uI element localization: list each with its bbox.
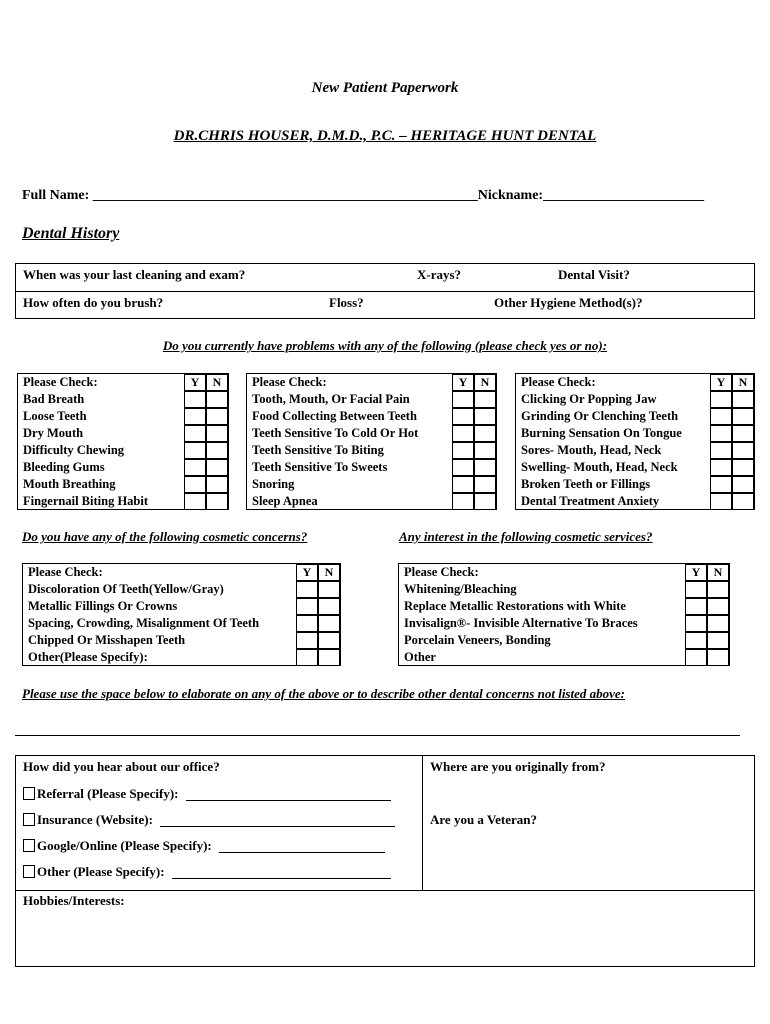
checklist-item-label: Chipped Or Misshapen Teeth <box>28 633 186 647</box>
yes-checkbox[interactable] <box>710 442 732 459</box>
yes-checkbox[interactable] <box>452 442 474 459</box>
checklist-row <box>516 493 754 510</box>
yes-checkbox[interactable] <box>296 581 318 598</box>
checklist-item-label: Replace Metallic Restorations with White <box>404 599 626 613</box>
yes-checkbox[interactable] <box>296 598 318 615</box>
no-checkbox[interactable] <box>206 476 228 493</box>
checklist-row <box>399 581 729 598</box>
table-header-row <box>516 374 754 391</box>
checklist-item-label: Dental Treatment Anxiety <box>521 494 660 508</box>
no-checkbox[interactable] <box>318 649 340 666</box>
problems-table-2 <box>246 373 497 510</box>
dental-visit-label[interactable]: Dental Visit? <box>558 267 630 282</box>
no-checkbox[interactable] <box>707 649 729 666</box>
checklist-item-label: Fingernail Biting Habit <box>23 494 149 508</box>
yes-checkbox[interactable] <box>710 408 732 425</box>
checklist-row <box>23 632 340 649</box>
table-header-row <box>18 374 228 391</box>
no-checkbox[interactable] <box>206 442 228 459</box>
yes-column-header: Y <box>452 374 474 391</box>
last-cleaning-label[interactable]: When was your last cleaning and exam? <box>23 267 246 282</box>
no-checkbox[interactable] <box>474 442 496 459</box>
checklist-item-label: Food Collecting Between Teeth <box>252 409 417 423</box>
other-checkbox[interactable] <box>23 865 35 878</box>
checklist-row <box>23 649 340 666</box>
please-check-label: Please Check: <box>404 565 479 579</box>
no-checkbox[interactable] <box>732 425 754 442</box>
checklist-item-label: Snoring <box>252 477 295 491</box>
full-name-field[interactable]: _______________________________________________________ <box>92 188 478 203</box>
yes-checkbox[interactable] <box>452 408 474 425</box>
checklist-row <box>18 442 228 459</box>
checklist-row <box>247 442 496 459</box>
no-checkbox[interactable] <box>732 391 754 408</box>
checklist-item-label: Sleep Apnea <box>252 494 318 508</box>
checklist-row <box>247 425 496 442</box>
cosmetic-concerns-table <box>22 563 341 666</box>
checklist-row <box>247 459 496 476</box>
checklist-item-label: Sores- Mouth, Head, Neck <box>521 443 662 457</box>
checklist-row <box>18 459 228 476</box>
checklist-item-label: Porcelain Veneers, Bonding <box>404 633 551 647</box>
elaborate-prompt: Please use the space below to elaborate on any of the above or to describe other dental concerns not listed above: <box>22 686 625 701</box>
yes-checkbox[interactable] <box>296 632 318 649</box>
brush-label[interactable]: How often do you brush? <box>23 295 164 310</box>
no-checkbox[interactable] <box>318 632 340 649</box>
veteran-label[interactable]: Are you a Veteran? <box>430 812 538 827</box>
yes-column-header: Y <box>710 374 732 391</box>
google-option[interactable] <box>23 838 385 854</box>
yes-checkbox[interactable] <box>452 459 474 476</box>
checklist-row <box>399 598 729 615</box>
checklist-row <box>516 425 754 442</box>
checklist-item-label: Discoloration Of Teeth(Yellow/Gray) <box>28 582 224 596</box>
nickname-field[interactable]: _______________________ <box>543 188 705 203</box>
yes-checkbox[interactable] <box>184 391 206 408</box>
checklist-item-label: Other <box>404 650 436 664</box>
checklist-item-label: Grinding Or Clenching Teeth <box>521 409 679 423</box>
checklist-item-label: Spacing, Crowding, Misalignment Of Teeth <box>28 616 260 630</box>
yes-checkbox[interactable] <box>685 632 707 649</box>
floss-label[interactable]: Floss? <box>329 295 364 310</box>
yes-checkbox[interactable] <box>296 649 318 666</box>
no-column-header: N <box>206 374 228 391</box>
cosmetic-services-table <box>398 563 730 666</box>
yes-checkbox[interactable] <box>184 425 206 442</box>
table-header-row <box>399 564 729 581</box>
no-checkbox[interactable] <box>707 615 729 632</box>
no-checkbox[interactable] <box>318 581 340 598</box>
checklist-row <box>18 476 228 493</box>
other-specify-line[interactable] <box>172 866 391 879</box>
no-checkbox[interactable] <box>707 598 729 615</box>
please-check-label: Please Check: <box>23 375 98 389</box>
no-checkbox[interactable] <box>206 425 228 442</box>
hobbies-label[interactable]: Hobbies/Interests: <box>23 893 125 908</box>
checklist-item-label: Bleeding Gums <box>23 460 105 474</box>
please-check-label: Please Check: <box>521 375 596 389</box>
checklist-row <box>18 391 228 408</box>
yes-checkbox[interactable] <box>184 408 206 425</box>
column-divider <box>422 756 423 890</box>
cosmetic-concerns-question: Do you have any of the following cosmetic concerns? <box>22 529 308 544</box>
google-option-label: Google/Online (Please Specify): <box>37 838 212 853</box>
yes-checkbox[interactable] <box>710 391 732 408</box>
no-column-header: N <box>318 564 340 581</box>
checklist-row <box>516 476 754 493</box>
checklist-row <box>399 649 729 666</box>
checklist-item-label: Teeth Sensitive To Biting <box>252 443 384 457</box>
checklist-row <box>247 408 496 425</box>
referral-specify-line[interactable] <box>186 788 391 801</box>
checklist-row <box>247 493 496 510</box>
checklist-row <box>23 598 340 615</box>
other-hygiene-label[interactable]: Other Hygiene Method(s)? <box>494 295 643 310</box>
no-checkbox[interactable] <box>732 408 754 425</box>
please-check-label: Please Check: <box>28 565 103 579</box>
checklist-item-label: Tooth, Mouth, Or Facial Pain <box>252 392 410 406</box>
checklist-row <box>247 391 496 408</box>
checklist-item-label: Teeth Sensitive To Sweets <box>252 460 388 474</box>
no-column-header: N <box>474 374 496 391</box>
dental-history-heading: Dental History <box>22 225 120 242</box>
checklist-item-label: Whitening/Bleaching <box>404 582 517 596</box>
checklist-row <box>516 459 754 476</box>
insurance-checkbox[interactable] <box>23 813 35 826</box>
problems-table-3 <box>515 373 755 510</box>
checklist-item-label: Loose Teeth <box>23 409 87 423</box>
no-checkbox[interactable] <box>732 493 754 510</box>
checklist-item-label: Invisalign®- Invisible Alternative To Braces <box>404 616 638 630</box>
no-checkbox[interactable] <box>732 442 754 459</box>
form-title: New Patient Paperwork <box>311 80 459 96</box>
yes-column-header: Y <box>296 564 318 581</box>
no-checkbox[interactable] <box>474 425 496 442</box>
table-header-row <box>247 374 496 391</box>
checklist-row <box>18 493 228 510</box>
row-divider <box>16 890 754 891</box>
google-specify-line[interactable] <box>219 840 385 853</box>
other-option[interactable] <box>23 864 391 880</box>
no-checkbox[interactable] <box>474 459 496 476</box>
checklist-row <box>399 615 729 632</box>
dental-history-box <box>15 263 755 319</box>
yes-checkbox[interactable] <box>685 581 707 598</box>
other-option-label: Other (Please Specify): <box>37 864 165 879</box>
no-checkbox[interactable] <box>206 493 228 510</box>
checklist-item-label: Burning Sensation On Tongue <box>521 426 682 440</box>
checklist-item-label: Dry Mouth <box>23 426 84 440</box>
checklist-row <box>247 476 496 493</box>
referral-checkbox[interactable] <box>23 787 35 800</box>
no-checkbox[interactable] <box>732 459 754 476</box>
checklist-item-label: Clicking Or Popping Jaw <box>521 392 657 406</box>
no-column-header: N <box>707 564 729 581</box>
yes-column-header: Y <box>685 564 707 581</box>
yes-checkbox[interactable] <box>452 493 474 510</box>
cosmetic-services-question: Any interest in the following cosmetic services? <box>399 529 653 544</box>
history-row-2 <box>16 291 754 318</box>
no-checkbox[interactable] <box>318 598 340 615</box>
yes-column-header: Y <box>184 374 206 391</box>
no-checkbox[interactable] <box>707 581 729 598</box>
checklist-row <box>399 632 729 649</box>
checklist-item-label: Difficulty Chewing <box>23 443 125 457</box>
please-check-label: Please Check: <box>252 375 327 389</box>
heard-about-label: How did you hear about our office? <box>23 759 220 774</box>
full-name-label: Full Name: <box>22 188 93 203</box>
yes-checkbox[interactable] <box>452 425 474 442</box>
insurance-option-label: Insurance (Website): <box>37 812 153 827</box>
no-checkbox[interactable] <box>474 408 496 425</box>
practice-name: DR.CHRIS HOUSER, D.M.D., P.C. – HERITAGE HUNT DENTAL <box>173 128 597 144</box>
checklist-item-label: Teeth Sensitive To Cold Or Hot <box>252 426 419 440</box>
checklist-row <box>516 408 754 425</box>
referral-box <box>15 755 755 967</box>
google-checkbox[interactable] <box>23 839 35 852</box>
referral-option-label: Referral (Please Specify): <box>37 786 179 801</box>
table-header-row <box>23 564 340 581</box>
no-checkbox[interactable] <box>474 493 496 510</box>
checklist-row <box>18 425 228 442</box>
no-checkbox[interactable] <box>707 632 729 649</box>
checklist-row <box>23 581 340 598</box>
checklist-row <box>516 391 754 408</box>
problems-table-1 <box>17 373 229 510</box>
name-row <box>22 188 704 204</box>
checklist-item-label: Bad Breath <box>23 392 85 406</box>
no-checkbox[interactable] <box>206 408 228 425</box>
yes-checkbox[interactable] <box>710 493 732 510</box>
checklist-item-label: Broken Teeth or Fillings <box>521 477 651 491</box>
problems-question: Do you currently have problems with any of the following (please check yes or no): <box>162 338 608 353</box>
yes-checkbox[interactable] <box>710 425 732 442</box>
elaborate-answer-line[interactable] <box>15 735 740 736</box>
yes-checkbox[interactable] <box>685 615 707 632</box>
yes-checkbox[interactable] <box>296 615 318 632</box>
insurance-specify-line[interactable] <box>160 814 395 827</box>
yes-checkbox[interactable] <box>452 476 474 493</box>
checklist-item-label: Swelling- Mouth, Head, Neck <box>521 460 678 474</box>
no-checkbox[interactable] <box>474 391 496 408</box>
checklist-row <box>23 615 340 632</box>
xrays-label[interactable]: X-rays? <box>417 267 462 282</box>
history-row-1 <box>16 264 754 291</box>
yes-checkbox[interactable] <box>685 649 707 666</box>
no-checkbox[interactable] <box>206 391 228 408</box>
yes-checkbox[interactable] <box>710 459 732 476</box>
checklist-item-label: Metallic Fillings Or Crowns <box>28 599 178 613</box>
no-checkbox[interactable] <box>318 615 340 632</box>
no-checkbox[interactable] <box>732 476 754 493</box>
yes-checkbox[interactable] <box>452 391 474 408</box>
origin-label[interactable]: Where are you originally from? <box>430 759 606 774</box>
insurance-option[interactable] <box>23 812 395 828</box>
nickname-label: Nickname: <box>477 188 544 203</box>
referral-option[interactable] <box>23 786 391 802</box>
yes-checkbox[interactable] <box>184 459 206 476</box>
no-column-header: N <box>732 374 754 391</box>
yes-checkbox[interactable] <box>710 476 732 493</box>
checklist-row <box>516 442 754 459</box>
no-checkbox[interactable] <box>474 476 496 493</box>
checklist-item-label: Other(Please Specify): <box>28 650 148 664</box>
no-checkbox[interactable] <box>206 459 228 476</box>
yes-checkbox[interactable] <box>685 598 707 615</box>
checklist-row <box>18 408 228 425</box>
yes-checkbox[interactable] <box>184 476 206 493</box>
yes-checkbox[interactable] <box>184 442 206 459</box>
yes-checkbox[interactable] <box>184 493 206 510</box>
checklist-item-label: Mouth Breathing <box>23 477 116 491</box>
